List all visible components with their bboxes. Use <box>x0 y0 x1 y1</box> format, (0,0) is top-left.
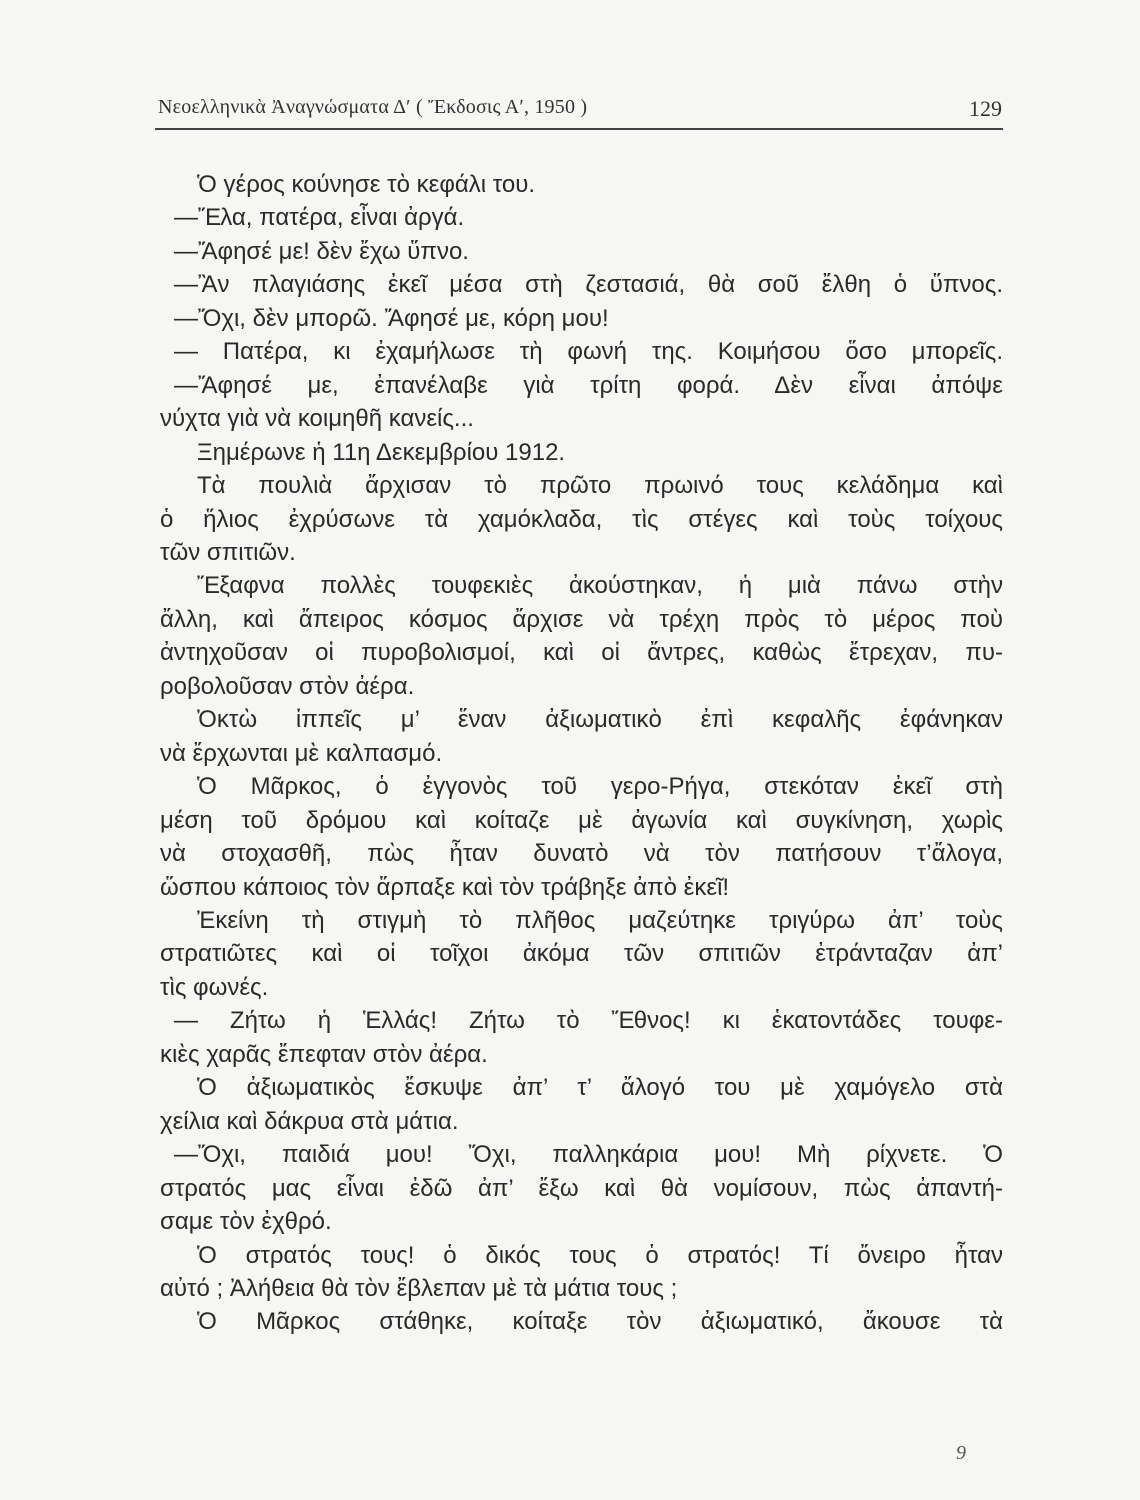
text-line: Ἔξαφνα πολλὲς τουφεκιὲς ἀκούστηκαν, ἡ μιὰ πάνω στὴν <box>197 572 1003 600</box>
text-line: στρατός μας εἶναι ἐδῶ ἀπ’ ἔξω καὶ θὰ νομίσουν, πὼς ἀπαντή- <box>160 1174 1003 1202</box>
text-line: Ὁ ἀξιωματικὸς ἔσκυψε ἀπ’ τ’ ἄλογό του μὲ χαμόγελο στὰ <box>197 1074 1003 1102</box>
text-line: Ὁ Μᾶρκος, ὁ ἐγγονὸς τοῦ γερο-Ρήγα, στεκόταν ἐκεῖ στὴ <box>197 773 1003 801</box>
text-line: —Ἂν πλαγιάσης ἐκεῖ μέσα στὴ ζεστασιά, θὰ σοῦ ἔλθη ὁ ὕπνος. <box>174 271 1003 299</box>
header-rule <box>155 128 1003 130</box>
text-line: —Ἄφησέ με! δὲν ἔχω ὕπνο. <box>174 237 469 265</box>
text-line: μέση τοῦ δρόμου καὶ κοίταζε μὲ ἀγωνία καὶ συγκίνηση, χωρὶς <box>160 806 1003 834</box>
text-line: νὰ ἔρχωνται μὲ καλπασμό. <box>160 739 443 767</box>
text-line: Ὁ Μᾶρκος στάθηκε, κοίταξε τὸν ἀξιωματικό, ἄκουσε τὰ <box>197 1308 1003 1336</box>
text-line: —Ὄχι, παιδιά μου! Ὄχι, παλληκάρια μου! Μὴ ρίχνετε. Ὁ <box>174 1141 1003 1169</box>
text-line: νύχτα γιὰ νὰ κοιμηθῆ κανείς... <box>160 405 474 433</box>
text-line: Ἐκείνη τὴ στιγμὴ τὸ πλῆθος μαζεύτηκε τριγύρω ἀπ’ τοὺς <box>197 906 1003 934</box>
running-header <box>158 96 1004 126</box>
text-line: — Ζήτω ἡ Ἑλλάς! Ζήτω τὸ Ἔθνος! κι ἑκατοντάδες τουφε- <box>174 1007 1003 1035</box>
text-line: χείλια καὶ δάκρυα στὰ μάτια. <box>160 1107 459 1135</box>
text-line: Ξημέρωνε ἡ 11η Δεκεμβρίου 1912. <box>197 438 566 466</box>
text-line: —Ἔλα, πατέρα, εἶναι ἀργά. <box>174 204 465 232</box>
text-line: κιὲς χαρᾶς ἔπεφταν στὸν ἀέρα. <box>160 1040 488 1068</box>
text-line: —Ἄφησέ με, ἐπανέλαβε γιὰ τρίτη φορά. Δὲν εἶναι ἀπόψε <box>174 371 1003 399</box>
text-line: ροβολοῦσαν στὸν ἀέρα. <box>160 672 415 700</box>
text-line: ἀντηχοῦσαν οἱ πυροβολισμοί, καὶ οἱ ἄντρες, καθὼς ἔτρεχαν, πυ- <box>160 639 1003 667</box>
text-line: —Ὄχι, δὲν μπορῶ. Ἄφησέ με, κόρη μου! <box>174 304 609 332</box>
body-text <box>160 168 1003 1339</box>
text-line: ὥσπου κάποιος τὸν ἅρπαξε καὶ τὸν τράβηξε ἀπὸ ἐκεῖ! <box>160 873 730 901</box>
text-line: Ὁ γέρος κούνησε τὸ κεφάλι του. <box>197 171 536 198</box>
text-line: Τὰ πουλιὰ ἄρχισαν τὸ πρῶτο πρωινό τους κελάδημα καὶ <box>197 472 1003 500</box>
text-line: τῶν σπιτιῶν. <box>160 538 296 566</box>
text-line: ἄλλη, καὶ ἄπειρος κόσμος ἄρχισε νὰ τρέχη πρὸς τὸ μέρος ποὺ <box>160 605 1003 633</box>
signature-mark: 9 <box>956 1442 966 1464</box>
text-line: ὁ ἥλιος ἐχρύσωνε τὰ χαμόκλαδα, τὶς στέγες καὶ τοὺς τοίχους <box>160 505 1003 533</box>
text-line: — Πατέρα, κι ἐχαμήλωσε τὴ φωνή της. Κοιμήσου ὅσο μπορεῖς. <box>174 338 1003 366</box>
text-line: τὶς φωνές. <box>160 973 269 1001</box>
text-line: Ὀκτὼ ἱππεῖς μ’ ἕναν ἀξιωματικὸ ἐπὶ κεφαλῆς ἐφάνηκαν <box>197 706 1003 734</box>
text-line: αὐτό ; Ἀλήθεια θὰ τὸν ἔβλεπαν μὲ τὰ μάτια τους ; <box>160 1274 678 1302</box>
page-number: 129 <box>969 96 1002 121</box>
text-line: σαμε τὸν ἐχθρό. <box>160 1208 332 1236</box>
text-line: Ὁ στρατός τους! ὁ δικός τους ὁ στρατός! Τί ὄνειρο ἦταν <box>197 1241 1003 1269</box>
text-line: νὰ στοχασθῆ, πὼς ἦταν δυνατὸ νὰ τὸν πατήσουν τ’ἄλογα, <box>160 840 1003 868</box>
text-line: στρατιῶτες καὶ οἱ τοῖχοι ἀκόμα τῶν σπιτιῶν ἐτράνταζαν ἀπ’ <box>160 940 1003 968</box>
book-title: Νεοελληνικὰ Ἀναγνώσματα Δ′ ( Ἔκδοσις Α′, 1950 ) <box>158 96 588 118</box>
